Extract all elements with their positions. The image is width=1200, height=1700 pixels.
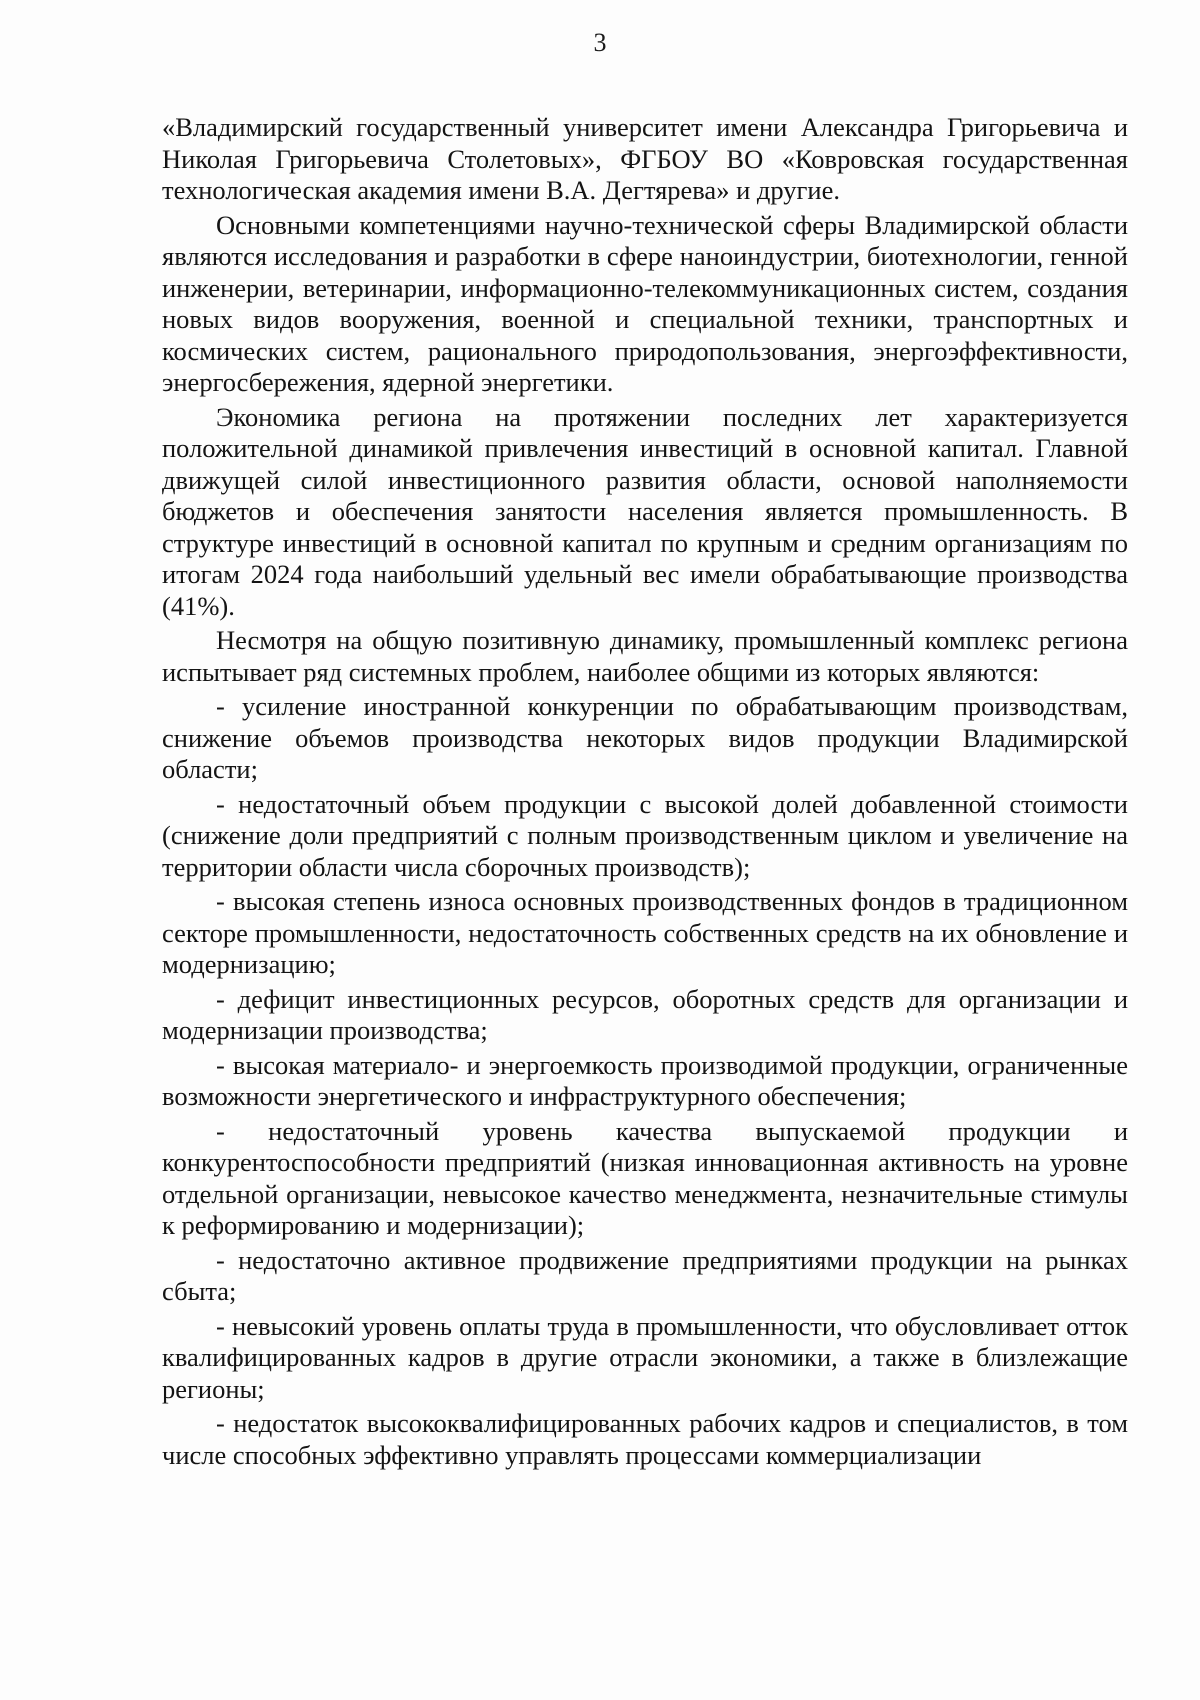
list-item-quality-level: - недостаточный уровень качества выпускаемой продукции и конкурентоспособности предприятий (низкая инновационная активность на уровне отдельной организации, невысокое качество менеджмента, незначительные стимулы к реформированию и модернизации); — [162, 1115, 1128, 1240]
paragraph-university-names: «Владимирский государственный университет имени Александра Григорьевича и Николая Григорьевича Столетовых», ФГБОУ ВО «Ковровская государственная технологическая академия имени В.А. Дегтярева» и другие. — [162, 112, 1128, 205]
list-item-investment-deficit: - дефицит инвестиционных ресурсов, оборотных средств для организации и модернизации производства; — [162, 983, 1128, 1045]
list-item-added-value: - недостаточный объем продукции с высокой долей добавленной стоимости (снижение доли предприятий с полным производственным циклом и увеличение на территории области числа сборочных производств); — [162, 788, 1128, 882]
paragraph-economy: Экономика региона на протяжении последних лет характеризуется положительной динамикой привлечения инвестиций в основной капитал. Главной движущей силой инвестиционного развития области, основой наполняемости бюджетов и обеспечения занятости населения является промышленность. В структуре инвестиций в основной капитал по крупным и средним организациям по итогам 2024 года наибольший удельный вес имели обрабатывающие производства (41%). — [162, 401, 1128, 621]
paragraph-problems-intro: Несмотря на общую позитивную динамику, промышленный комплекс региона испытывает ряд системных проблем, наиболее общими из которых являются: — [162, 625, 1128, 687]
list-item-energy-intensity: - высокая материало- и энергоемкость производимой продукции, ограниченные возможности энергетического и инфраструктурного обеспечения; — [162, 1049, 1128, 1111]
page-number: 3 — [593, 28, 607, 57]
document-body — [162, 112, 1128, 1471]
list-item-wages: - невысокий уровень оплаты труда в промышленности, что обусловливает отток квалифицированных кадров в другие отрасли экономики, а также в близлежащие регионы; — [162, 1310, 1128, 1404]
list-item-market-promotion: - недостаточно активное продвижение предприятиями продукции на рынках сбыта; — [162, 1244, 1128, 1306]
list-item-skilled-staff: - недостаток высококвалифицированных рабочих кадров и специалистов, в том числе способных эффективно управлять процессами коммерциализации — [162, 1408, 1128, 1470]
paragraph-competencies: Основными компетенциями научно-технической сферы Владимирской области являются исследования и разработки в сфере наноиндустрии, биотехнологии, генной инженерии, ветеринарии, информационно-телекоммуникационных систем, создания новых видов вооружения, военной и специальной техники, транспортных и космических систем, рационального природопользования, энергоэффективности, энергосбережения, ядерной энергетики. — [162, 209, 1128, 397]
list-item-asset-wear: - высокая степень износа основных производственных фондов в традиционном секторе промышленности, недостаточность собственных средств на их обновление и модернизацию; — [162, 886, 1128, 979]
list-item-foreign-competition: - усиление иностранной конкуренции по обрабатывающим производствам, снижение объемов производства некоторых видов продукции Владимирской области; — [162, 691, 1128, 784]
